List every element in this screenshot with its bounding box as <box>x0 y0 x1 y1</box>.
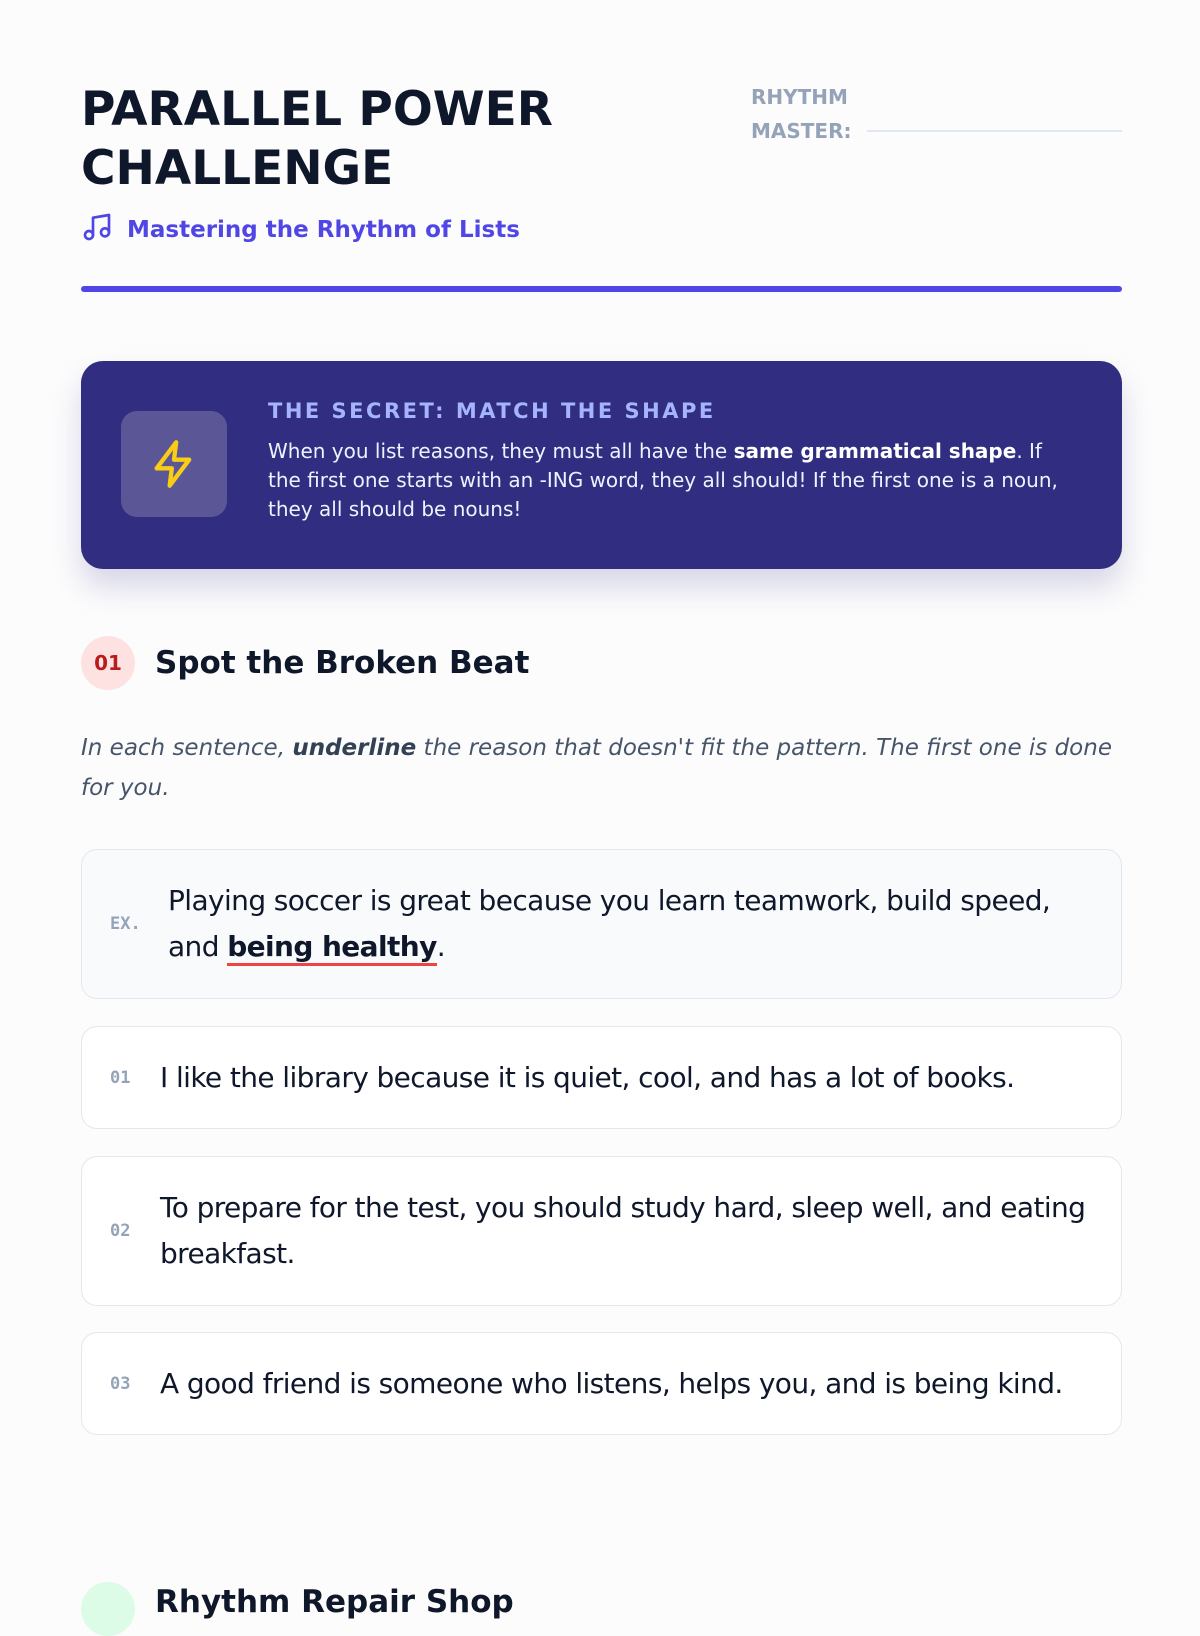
question-item-1[interactable] <box>81 1026 1122 1129</box>
instructions-end: the reason that doesn't fit the pattern. The first one is done for you. <box>81 735 1112 801</box>
item-number: 01 <box>110 1067 131 1088</box>
item-sentence[interactable]: A good friend is someone who listens, helps you, and is being kind. <box>160 1366 1063 1400</box>
secret-body <box>268 437 1068 524</box>
secret-body-end: . If the first one starts with an -ING word, they all should! If the first one is a noun, they all should be nouns! <box>268 439 1058 521</box>
secret-card <box>81 361 1122 569</box>
section-number-badge: 01 <box>81 636 135 690</box>
name-field <box>751 80 1122 144</box>
section-1-header <box>81 636 529 690</box>
instructions-bold: underline <box>292 735 417 761</box>
question-item-3[interactable] <box>81 1332 1122 1435</box>
example-label: EX. <box>110 914 141 934</box>
subtitle <box>81 210 520 250</box>
secret-body-start: When you list reasons, they must all have the <box>268 439 734 463</box>
lightning-bolt-icon <box>121 411 227 517</box>
name-label: RHYTHM MASTER: <box>751 85 852 143</box>
header-divider <box>81 286 1122 292</box>
music-note-icon <box>81 211 113 249</box>
section-2-title: Rhythm Repair Shop <box>155 1584 514 1620</box>
section-title: Spot the Broken Beat <box>155 645 530 681</box>
question-item-2[interactable] <box>81 1156 1122 1306</box>
name-write-line[interactable] <box>867 130 1122 132</box>
item-sentence[interactable]: I like the library because it is quiet, cool, and has a lot of books. <box>160 1060 1015 1094</box>
secret-body-bold: same grammatical shape <box>733 439 1017 463</box>
item-number: 03 <box>110 1373 131 1394</box>
example-sentence <box>168 878 1097 970</box>
underlined-reason: being healthy <box>227 930 437 966</box>
example-text-end: . <box>436 930 446 963</box>
instructions <box>81 728 1122 808</box>
example-text-start: Playing soccer is great because you learn teamwork, build speed, and <box>168 884 1051 963</box>
item-sentence[interactable]: To prepare for the test, you should study hard, sleep well, and eating breakfast. <box>160 1191 1086 1270</box>
item-number: 02 <box>110 1221 131 1241</box>
example-item <box>81 849 1122 999</box>
worksheet-page <box>81 0 1122 1620</box>
secret-title: THE SECRET: MATCH THE SHAPE <box>268 399 716 423</box>
subtitle-text: Mastering the Rhythm of Lists <box>127 217 520 243</box>
header <box>81 80 1122 294</box>
instructions-start: In each sentence, <box>81 735 293 761</box>
section-2-number-badge <box>81 1582 135 1636</box>
page-title: PARALLEL POWER CHALLENGE <box>81 82 553 196</box>
